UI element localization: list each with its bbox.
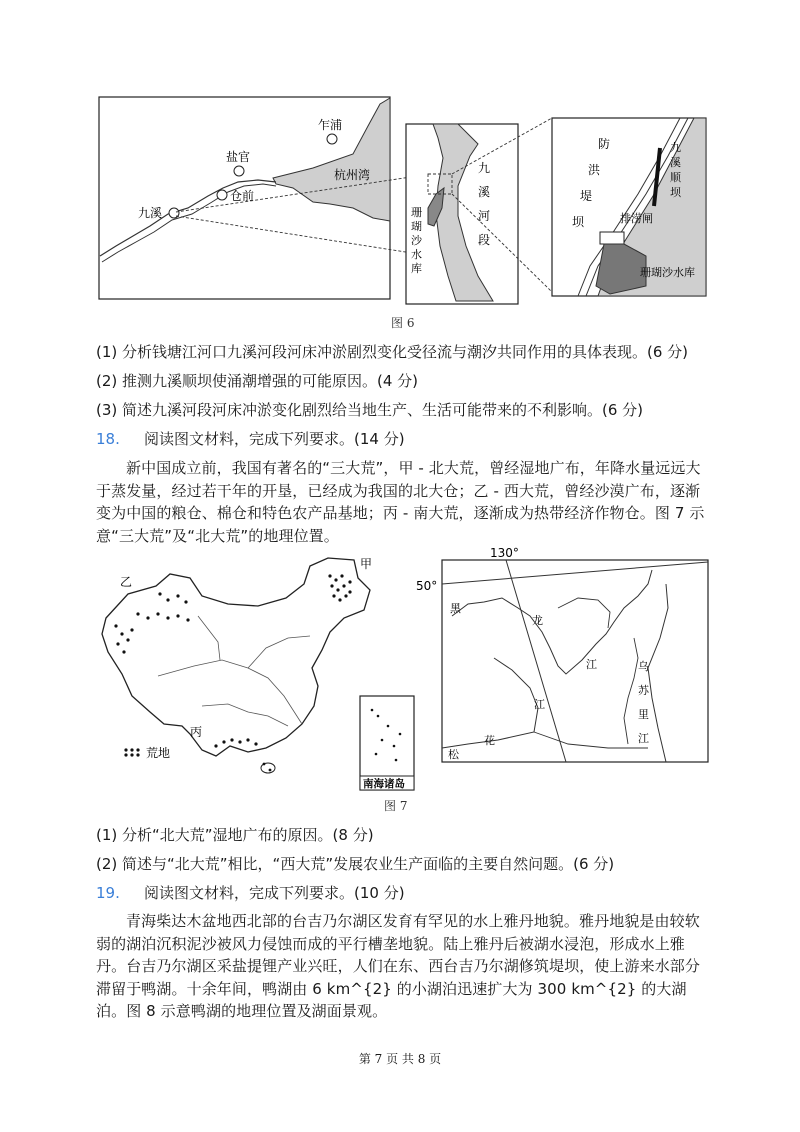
svg-text:洪: 洪 bbox=[588, 163, 601, 177]
svg-text:顺: 顺 bbox=[670, 171, 681, 184]
svg-text:防: 防 bbox=[598, 137, 611, 151]
svg-text:江: 江 bbox=[638, 732, 649, 745]
legend-dots bbox=[124, 748, 139, 756]
inset-1-reservoir-label bbox=[411, 206, 423, 275]
q18-item-1: (1) 分析“北大荒”湿地广布的原因。(8 分) bbox=[96, 826, 374, 844]
svg-text:松: 松 bbox=[448, 748, 459, 761]
svg-text:九: 九 bbox=[670, 141, 681, 154]
svg-text:花: 花 bbox=[484, 734, 495, 747]
figure-6-map bbox=[98, 96, 708, 306]
svg-text:黑: 黑 bbox=[450, 602, 461, 615]
northeast-map-frame bbox=[442, 560, 708, 762]
yanguan-marker bbox=[234, 166, 244, 176]
label-hangzhou-bay: 杭州湾 bbox=[334, 168, 371, 182]
figure-6-caption: 图 6 bbox=[391, 316, 415, 330]
q18-item-2: (2) 简述与“北大荒”相比，“西大荒”发展农业生产面临的主要自然问题。(6 分) bbox=[96, 855, 615, 873]
q17-item-3: (3) 简述九溪河段河床冲淤变化剧烈给当地生产、生活可能带来的不利影响。(6 分) bbox=[96, 401, 644, 419]
svg-text:沙: 沙 bbox=[411, 234, 422, 247]
figure-7-china-map bbox=[98, 556, 418, 792]
label-bing: 丙 bbox=[190, 725, 203, 739]
svg-text:里: 里 bbox=[638, 708, 649, 721]
svg-text:九: 九 bbox=[478, 161, 491, 175]
svg-text:段: 段 bbox=[478, 233, 491, 247]
svg-text:河: 河 bbox=[478, 209, 491, 223]
page-footer: 第 7 页 共 8 页 bbox=[358, 1052, 442, 1066]
label-yanguan: 盐官 bbox=[226, 150, 251, 164]
svg-text:坝: 坝 bbox=[670, 186, 681, 199]
svg-text:江: 江 bbox=[534, 698, 545, 711]
label-zhapu: 乍浦 bbox=[318, 118, 343, 132]
inset-2-reservoir bbox=[596, 244, 646, 294]
zhapu-marker bbox=[327, 134, 337, 144]
svg-text:珊: 珊 bbox=[411, 206, 422, 219]
q18-number: 18. bbox=[96, 430, 120, 448]
svg-text:瑚: 瑚 bbox=[411, 220, 422, 233]
cangqian-marker bbox=[217, 190, 227, 200]
q17-item-1: (1) 分析钱塘江河口九溪河段河床冲淤剧烈变化受径流与潮汐共同作用的具体表现。(6 分) bbox=[96, 343, 689, 361]
svg-text:龙: 龙 bbox=[532, 614, 543, 627]
latitude-label: 50° bbox=[416, 579, 438, 593]
q19-number: 19. bbox=[96, 884, 120, 902]
q18-instruction: 阅读图文材料，完成下列要求。(14 分) bbox=[144, 430, 405, 448]
legend-label: 荒地 bbox=[146, 746, 171, 760]
label-yi: 乙 bbox=[120, 575, 133, 589]
q18-header bbox=[96, 429, 405, 449]
q19-header bbox=[96, 883, 405, 903]
q19-paragraph: 青海柴达木盆地西北部的台吉乃尔湖区发育有罕见的水上雅丹地貌。雅丹地貌是由较软弱的湖泊沉积泥沙被风力侵蚀而成的平行槽垄地貌。陆上雅丹后被湖水浸泡，形成水上雅丹。台吉乃尔湖区采盐提锂产业兴旺，人们在东、西台吉乃尔湖修筑堤坝，使上游来水部分滞留于鸭湖。十余年间，鸭湖由 6 km^{2} 的小湖泊迅速扩大为 300 km^{2} 的大湖泊。图 8 示意鸭湖的地理位置及湖面景观。 bbox=[96, 912, 701, 1020]
sluice-gate bbox=[600, 232, 624, 244]
longitude-label: 130° bbox=[490, 546, 519, 560]
svg-text:乌: 乌 bbox=[638, 660, 649, 673]
q19-instruction: 阅读图文材料，完成下列要求。(10 分) bbox=[144, 884, 405, 902]
q17-item-2: (2) 推测九溪顺坝使涌潮增强的可能原因。(4 分) bbox=[96, 372, 419, 390]
label-cangqian: 仓前 bbox=[230, 189, 255, 203]
svg-text:江: 江 bbox=[586, 658, 597, 671]
figure-7-northeast-map bbox=[416, 546, 710, 764]
label-jia: 甲 bbox=[360, 557, 373, 571]
sluice-label: 排涝闸 bbox=[620, 212, 653, 225]
svg-text:水: 水 bbox=[411, 248, 422, 261]
svg-text:堤: 堤 bbox=[580, 189, 593, 203]
svg-text:坝: 坝 bbox=[572, 215, 585, 229]
south-sea-label: 南海诸岛 bbox=[363, 778, 405, 790]
figure-7-caption: 图 7 bbox=[384, 799, 408, 813]
svg-text:库: 库 bbox=[411, 262, 422, 275]
svg-text:苏: 苏 bbox=[638, 684, 649, 697]
svg-text:溪: 溪 bbox=[670, 156, 681, 169]
china-outline bbox=[102, 557, 373, 756]
svg-text:溪: 溪 bbox=[478, 185, 491, 199]
inset-2-reservoir-label: 珊瑚沙水库 bbox=[640, 266, 695, 279]
label-jiuxi: 九溪 bbox=[138, 206, 163, 220]
q18-paragraph: 新中国成立前，我国有著名的“三大荒”，甲 - 北大荒，曾经湿地广布，年降水量远远大于蒸发量，经过若干年的开垦，已经成为我国的北大仓；乙 - 西大荒，曾经沙漠广布，逐渐变为中国的粮仓、棉仓和特色农产品基地；丙 - 南大荒，逐渐成为热带经济作物仓。图 7 示意“三大荒”及“北大荒”的地理位置。 bbox=[96, 459, 705, 545]
